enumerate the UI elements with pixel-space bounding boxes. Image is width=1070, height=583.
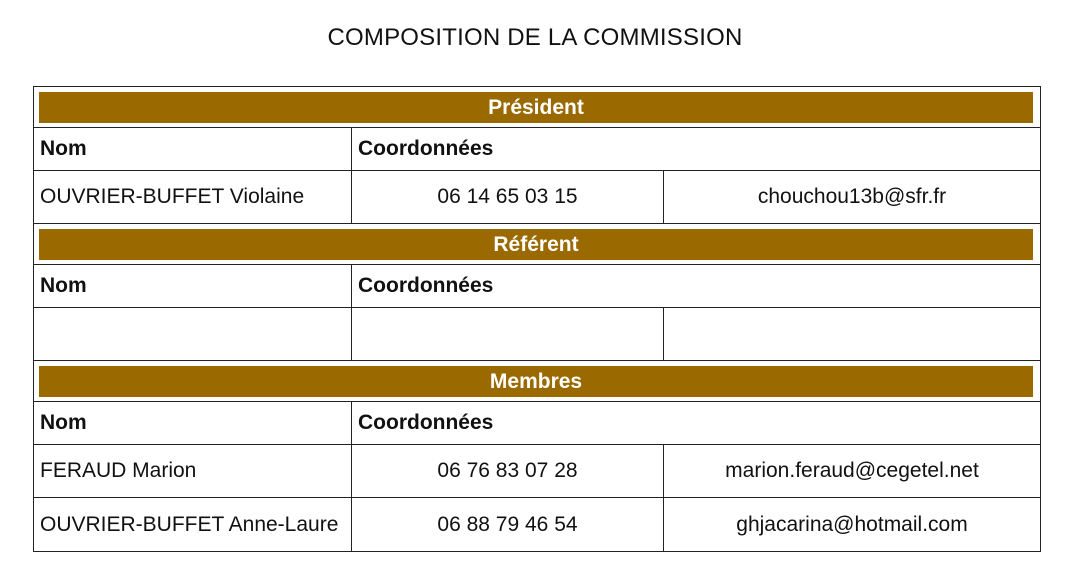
member-phone: [352, 308, 664, 361]
column-header-name: Nom: [34, 265, 352, 308]
section-row-referent: [34, 224, 1041, 265]
member-name: [34, 308, 352, 361]
member-phone: 06 76 83 07 28: [352, 445, 664, 498]
column-header-contact: Coordonnées: [352, 128, 1041, 171]
member-name: FERAUD Marion: [34, 445, 352, 498]
section-heading-referent: Référent: [39, 229, 1033, 260]
section-row-membres: [34, 361, 1041, 402]
member-phone: 06 14 65 03 15: [352, 171, 664, 224]
column-header-contact: Coordonnées: [352, 402, 1041, 445]
section-row-president: [34, 87, 1041, 128]
commission-table: [33, 86, 1041, 552]
member-phone: 06 88 79 46 54: [352, 498, 664, 552]
member-name: OUVRIER-BUFFET Anne-Laure: [34, 498, 352, 552]
table-row: [34, 308, 1041, 361]
section-heading-president: Président: [39, 92, 1033, 123]
header-row-membres: [34, 402, 1041, 445]
table-row: [34, 498, 1041, 552]
member-email: ghjacarina@hotmail.com: [664, 498, 1041, 552]
table-row: [34, 445, 1041, 498]
column-header-contact: Coordonnées: [352, 265, 1041, 308]
table-row: [34, 171, 1041, 224]
member-email: chouchou13b@sfr.fr: [664, 171, 1041, 224]
member-email: marion.feraud@cegetel.net: [664, 445, 1041, 498]
header-row-referent: [34, 265, 1041, 308]
column-header-name: Nom: [34, 128, 352, 171]
member-name: OUVRIER-BUFFET Violaine: [34, 171, 352, 224]
header-row-president: [34, 128, 1041, 171]
section-heading-membres: Membres: [39, 366, 1033, 397]
page-title: COMPOSITION DE LA COMMISSION: [327, 24, 743, 51]
member-email: [664, 308, 1041, 361]
column-header-name: Nom: [34, 402, 352, 445]
